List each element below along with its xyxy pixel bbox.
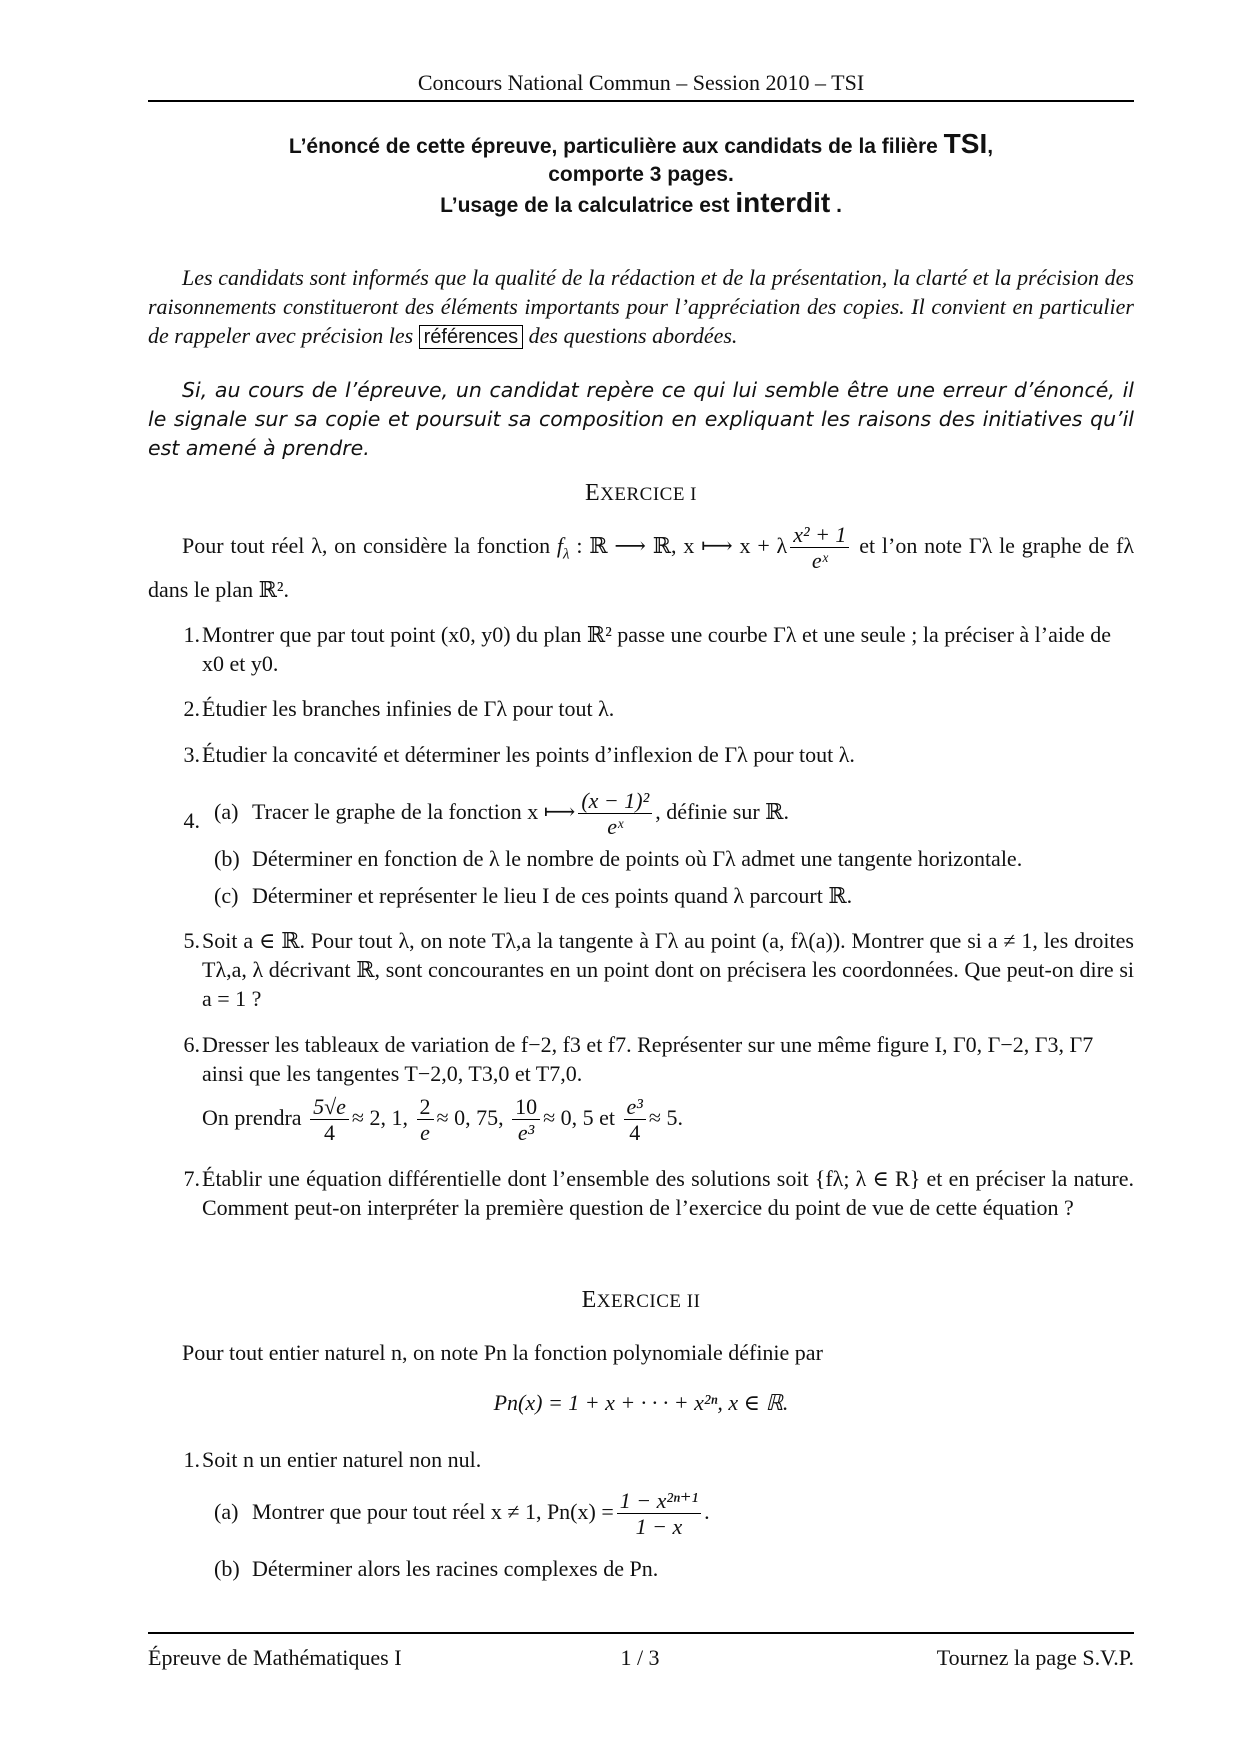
page-number: 1 / 3 (620, 1645, 660, 1670)
question-3: 3. Étudier la concavité et déterminer les points d’inflexion de Γλ pour tout λ. (183, 742, 855, 767)
intro-line-1: L’énoncé de cette épreuve, particulière aux candidats de la filière TSI, (288, 128, 994, 159)
exercice-1-title: EXERCICE I (584, 480, 698, 506)
question-2: 2. Étudier les branches infinies de Γλ pour tout λ. (183, 696, 615, 721)
notice-presentation: Les candidats sont informés que la qualité de la rédaction et de la présentation, la clarté et la précision des raisonnements constitueront des éléments importants pour l’appréciation des copies. Il convient en particulier de rappeler avec précision les références des questions abordées. (148, 265, 1134, 348)
q4a-fraction: $\frac{\text{(x − 1)²}}{\text{eˣ}}$ (578, 788, 652, 840)
question-5: 5. Soit a ∈ ℝ. Pour tout λ, on note Tλ,a la tangente à Γλ au point (a, fλ(a)). Montrer que si a ≠ 1, les droites Tλ,a, λ décrivant ℝ, sont concourantes en un point dont on précisera les coordonnées. Que peut-on dire si a = 1 ? (183, 928, 1134, 1011)
pn-fraction: $\frac{\text{1 − x²ⁿ⁺¹}}{1 - x}$ (617, 1488, 701, 1540)
question-4c: (c) Déterminer et représenter le lieu I de ces points quand λ parcourt ℝ. (214, 882, 853, 908)
exam-intro (148, 130, 1134, 220)
question-4: 4. (a) Tracer le graphe de la fonction x ⟼ $\frac{\text{(x − 1)²}}{\text{eˣ}}$ , définie sur ℝ. (b) Déterminer en fonction de λ le nombre de points où Γλ admet une tangente horizontale. (c) Déterminer et représenter le lieu I de ces points quand λ parcourt ℝ. (170, 788, 1134, 910)
ex2-question-1b: (b) Déterminer alors les racines complexes de Pn. (214, 1556, 659, 1581)
footer-rule (148, 1632, 1134, 1634)
notice-erreur: Si, au cours de l’épreuve, un candidat repère ce qui lui semble être une erreur d’énoncé, il le signale sur sa copie et poursuit sa composition en expliquant les raisons des initiatives qu’il est amené à prendre. (148, 378, 1134, 460)
question-4a: (a) Tracer le graphe de la fonction x ⟼ $\frac{\text{(x − 1)²}}{\text{eˣ}}$ , définie sur ℝ. (214, 788, 789, 840)
intro-fraction: $\frac{\text{x² + 1}}{\text{eˣ}}$ (790, 522, 849, 574)
question-7: 7. Établir une équation différentielle dont l’ensemble des solutions soit {fλ; λ ∈ R} et en préciser la nature. Comment peut-on interpréter la première question de l’exercice du point de vue de cette équation ? (183, 1166, 1134, 1220)
references-box: références (419, 325, 524, 349)
approximations: On prendra $\frac{5√e}{4}$ ≈ 2, 1, $\frac{2}{e}$ ≈ 0, 75, $\frac{10}{\text{e³}}$ ≈ 0, 5 et $\frac{\text{e³}}{4}$ ≈ 5. (202, 1094, 683, 1146)
page-header: Concours National Commun – Session 2010 – TSI (417, 70, 865, 95)
intro-line-3: L’usage de la calculatrice est interdit . (440, 187, 842, 218)
filiere-tsi: TSI (943, 128, 988, 159)
header-rule (148, 100, 1134, 102)
footer-left: Épreuve de Mathématiques I (148, 1645, 402, 1670)
ex2-question-1: 1. Soit n un entier naturel non nul. (183, 1447, 482, 1472)
exercice-2-title: EXERCICE II (581, 1287, 701, 1313)
question-1: 1. Montrer que par tout point (x0, y0) du plan ℝ² passe une courbe Γλ et une seule ; la préciser à l’aide de x0 et y0. (183, 622, 1112, 676)
exercice-1-intro: Pour tout réel λ, on considère la fonction $f_\lambda$ : ℝ ⟶ ℝ, x ⟼ x + λ $\frac{\text{x² + 1}}{\text{eˣ}}$ et l’on note Γλ le graphe de fλ dans le plan ℝ². (148, 522, 1134, 602)
polynomial-formula: Pn(x) = 1 + x + · · · + x²ⁿ, x ∈ ℝ. (493, 1390, 789, 1415)
interdit-word: interdit (735, 187, 831, 218)
footer-right: Tournez la page S.V.P. (936, 1645, 1134, 1670)
ex2-question-1a: (a) Montrer que pour tout réel x ≠ 1, Pn(x) = $\frac{\text{1 − x²ⁿ⁺¹}}{1 - x}$ . (214, 1488, 710, 1540)
exercice-2-intro: Pour tout entier naturel n, on note Pn la fonction polynomiale définie par (182, 1340, 823, 1365)
intro-line-2: comporte 3 pages. (548, 163, 734, 186)
question-4b: (b) Déterminer en fonction de λ le nombre de points où Γλ admet une tangente horizontale. (214, 845, 1023, 871)
question-6: 6. Dresser les tableaux de variation de f−2, f3 et f7. Représenter sur une même figure I, Γ0, Γ−2, Γ3, Γ7 ainsi que les tangentes T−2,0, T3,0 et T7,0. On prendra $\frac{5√e}{4}$ ≈ 2, 1, $\frac{2}{e}$ ≈ 0, 75, $\frac{10}{\text{e³}}$ ≈ 0, 5 et $\frac{\text{e³}}{4}$ ≈ 5. (170, 1030, 1134, 1146)
